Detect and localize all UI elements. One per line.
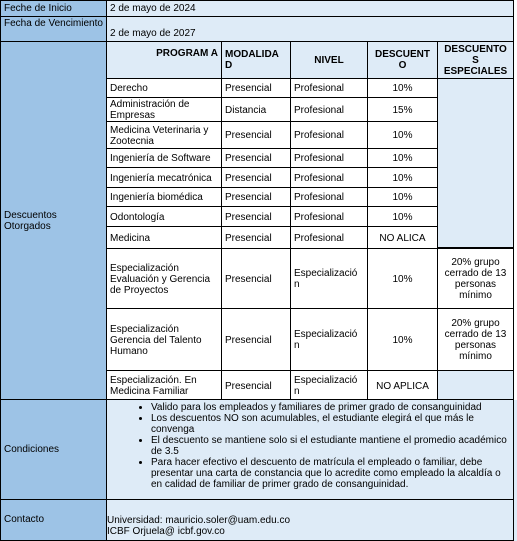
- conditions-list: [107, 402, 512, 490]
- especiales-empty-cell: [437, 78, 514, 248]
- cell-programa: Especialización Gerencia del Talento Humano: [106, 308, 222, 372]
- cell-nivel: Profesional: [290, 206, 368, 228]
- cell-descuento: 10%: [367, 78, 438, 99]
- cell-programa: Administración de Empresas: [106, 97, 222, 123]
- cell-modalidad: Presencial: [221, 226, 291, 250]
- contact-label: Contacto: [0, 499, 107, 541]
- cell-nivel: Profesional: [290, 121, 368, 150]
- cell-nivel: Especializació n: [290, 370, 368, 402]
- header-modalidad: MODALIDA D: [221, 41, 291, 79]
- cell-descuento: NO ALICA: [367, 226, 438, 250]
- header-programa: PROGRAM A: [106, 41, 222, 79]
- start-date-value: 2 de mayo de 2024: [106, 0, 514, 17]
- condition-item: • Los descuentos NO son acumulables, el estudiante elegirá el que más le convenga: [151, 413, 512, 435]
- condition-item: • Para hacer efectivo el descuento de matrícula el empleado o familiar, debe presentar una carta de constancia que lo acredite como empleado la alcaldía o en calidad de familiar de primer grado de consanguinidad.: [151, 457, 512, 490]
- cell-descuento: NO APLICA: [367, 370, 438, 402]
- contact-university: Universidad: mauricio.soler@uam.edu.co: [107, 515, 291, 526]
- start-date-label: Feche de Inicio: [0, 0, 107, 17]
- cell-nivel: Profesional: [290, 167, 368, 189]
- cell-programa: Odontología: [106, 206, 222, 228]
- cell-nivel: Especializació n: [290, 308, 368, 372]
- cell-nivel: Profesional: [290, 187, 368, 208]
- cell-especial: [437, 370, 514, 402]
- cell-modalidad: Presencial: [221, 370, 291, 402]
- cell-descuento: 10%: [367, 248, 438, 310]
- cell-nivel: Profesional: [290, 148, 368, 169]
- cell-descuento: 15%: [367, 97, 438, 123]
- cell-modalidad: Distancia: [221, 97, 291, 123]
- cell-descuento: 10%: [367, 206, 438, 228]
- cell-modalidad: Presencial: [221, 78, 291, 99]
- cell-programa: Medicina: [106, 226, 222, 250]
- contact-icbf: ICBF Orjuela@ icbf.gov.co: [107, 526, 225, 537]
- cell-modalidad: Presencial: [221, 148, 291, 169]
- cell-especial: 20% grupo cerrado de 13 personas mínimo: [437, 308, 514, 372]
- cell-nivel: Profesional: [290, 97, 368, 123]
- cell-programa: Medicina Veterinaria y Zootecnia: [106, 121, 222, 150]
- header-nivel: NIVEL: [290, 41, 368, 79]
- condition-item: • Valido para los empleados y familiares de primer grado de consanguinidad: [151, 402, 512, 413]
- cell-programa: Ingeniería biomédica: [106, 187, 222, 208]
- cell-modalidad: Presencial: [221, 167, 291, 189]
- cell-programa: Ingeniería de Software: [106, 148, 222, 169]
- cell-programa: Especialización. En Medicina Familiar: [106, 370, 222, 402]
- end-date-value: 2 de mayo de 2027: [106, 16, 514, 42]
- end-date-label: Fecha de Vencimiento: [0, 16, 107, 42]
- contact-lines: [107, 515, 290, 537]
- cell-modalidad: Presencial: [221, 187, 291, 208]
- cell-especial: 20% grupo cerrado de 13 personas mínimo: [437, 248, 514, 310]
- cell-programa: Ingeniería mecatrónica: [106, 167, 222, 189]
- cell-nivel: Especializació n: [290, 248, 368, 310]
- conditions-label: Condiciones: [0, 399, 107, 500]
- cell-descuento: 10%: [367, 308, 438, 372]
- cell-descuento: 10%: [367, 121, 438, 150]
- cell-nivel: Profesional: [290, 226, 368, 250]
- header-descuento: DESCUENT O: [367, 41, 438, 79]
- cell-descuento: 10%: [367, 187, 438, 208]
- cell-programa: Especialización Evaluación y Gerencia de Proyectos: [106, 248, 222, 310]
- cell-programa: Derecho: [106, 78, 222, 99]
- cell-nivel: Profesional: [290, 78, 368, 99]
- cell-modalidad: Presencial: [221, 121, 291, 150]
- cell-modalidad: Presencial: [221, 248, 291, 310]
- cell-modalidad: Presencial: [221, 308, 291, 372]
- condition-item: • El descuento se mantiene solo si el estudiante mantiene el promedio académico de 3.5: [151, 435, 512, 457]
- cell-modalidad: Presencial: [221, 206, 291, 228]
- header-especiales: DESCUENTO S ESPECIALES: [437, 41, 514, 79]
- cell-descuento: 10%: [367, 148, 438, 169]
- cell-descuento: 10%: [367, 167, 438, 189]
- discounts-section-label: Descuentos Otorgados: [0, 41, 107, 400]
